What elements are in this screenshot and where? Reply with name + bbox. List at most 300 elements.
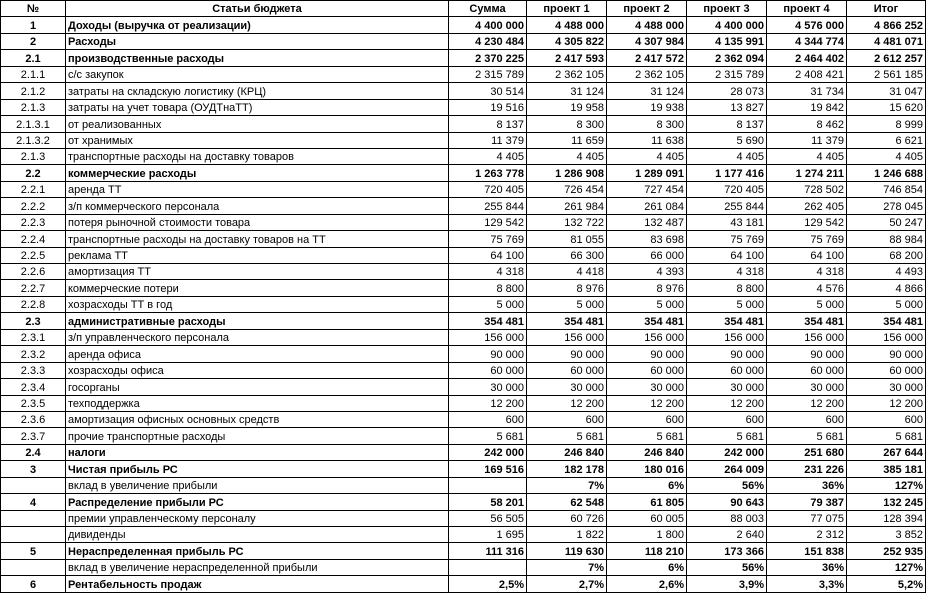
cell-sum: 2 370 225 bbox=[449, 50, 527, 66]
row-label: налоги bbox=[66, 444, 449, 460]
cell-total: 267 644 bbox=[847, 444, 926, 460]
cell-project-3: 5 000 bbox=[687, 296, 767, 312]
row-label: аренда ТТ bbox=[66, 181, 449, 197]
cell-project-1: 4 405 bbox=[527, 148, 607, 164]
cell-project-4: 4 344 774 bbox=[767, 33, 847, 49]
row-code: 2.2.7 bbox=[1, 280, 66, 296]
cell-project-1: 81 055 bbox=[527, 231, 607, 247]
cell-project-1: 60 726 bbox=[527, 510, 607, 526]
row-label: з/п коммерческого персонала bbox=[66, 198, 449, 214]
row-label: реклама ТТ bbox=[66, 247, 449, 263]
row-label: от реализованных bbox=[66, 116, 449, 132]
header-number: № bbox=[1, 1, 66, 17]
row-code: 2.3.6 bbox=[1, 411, 66, 427]
cell-total: 4 493 bbox=[847, 264, 926, 280]
cell-project-4: 77 075 bbox=[767, 510, 847, 526]
cell-sum: 8 800 bbox=[449, 280, 527, 296]
cell-sum: 1 263 778 bbox=[449, 165, 527, 181]
header-project-2: проект 2 bbox=[607, 1, 687, 17]
table-row bbox=[1, 362, 926, 378]
cell-project-3: 4 400 000 bbox=[687, 17, 767, 33]
cell-project-3: 43 181 bbox=[687, 214, 767, 230]
cell-sum: 4 400 000 bbox=[449, 17, 527, 33]
table-row bbox=[1, 83, 926, 99]
cell-project-3: 264 009 bbox=[687, 461, 767, 477]
table-row bbox=[1, 50, 926, 66]
row-code: 2.1.3 bbox=[1, 148, 66, 164]
cell-sum: 156 000 bbox=[449, 329, 527, 345]
cell-project-4: 79 387 bbox=[767, 494, 847, 510]
cell-sum: 129 542 bbox=[449, 214, 527, 230]
cell-sum: 111 316 bbox=[449, 543, 527, 559]
cell-project-3: 4 318 bbox=[687, 264, 767, 280]
cell-project-2: 1 289 091 bbox=[607, 165, 687, 181]
cell-total: 5,2% bbox=[847, 576, 926, 592]
row-code: 2.2.8 bbox=[1, 296, 66, 312]
row-label: коммерческие потери bbox=[66, 280, 449, 296]
table-row bbox=[1, 346, 926, 362]
row-code: 2.2.3 bbox=[1, 214, 66, 230]
cell-project-4: 12 200 bbox=[767, 395, 847, 411]
cell-project-4: 4 576 000 bbox=[767, 17, 847, 33]
budget-body bbox=[1, 17, 926, 592]
cell-total: 385 181 bbox=[847, 461, 926, 477]
cell-project-3: 255 844 bbox=[687, 198, 767, 214]
row-label: вклад в увеличение прибыли bbox=[66, 477, 449, 493]
cell-project-3: 2 640 bbox=[687, 527, 767, 543]
cell-project-1: 5 000 bbox=[527, 296, 607, 312]
cell-total: 88 984 bbox=[847, 231, 926, 247]
cell-project-1: 66 300 bbox=[527, 247, 607, 263]
cell-project-3: 5 690 bbox=[687, 132, 767, 148]
cell-project-4: 5 000 bbox=[767, 296, 847, 312]
cell-total: 8 999 bbox=[847, 116, 926, 132]
row-label: коммерческие расходы bbox=[66, 165, 449, 181]
cell-project-2: 5 000 bbox=[607, 296, 687, 312]
cell-sum: 11 379 bbox=[449, 132, 527, 148]
cell-total: 12 200 bbox=[847, 395, 926, 411]
row-code: 2.2.4 bbox=[1, 231, 66, 247]
cell-project-1: 119 630 bbox=[527, 543, 607, 559]
cell-project-3: 2 362 094 bbox=[687, 50, 767, 66]
cell-total: 4 481 071 bbox=[847, 33, 926, 49]
row-label: Распределение прибыли РС bbox=[66, 494, 449, 510]
cell-project-1: 11 659 bbox=[527, 132, 607, 148]
cell-project-3: 12 200 bbox=[687, 395, 767, 411]
header-project-3: проект 3 bbox=[687, 1, 767, 17]
row-label: Чистая прибыль РС bbox=[66, 461, 449, 477]
cell-sum: 5 681 bbox=[449, 428, 527, 444]
cell-project-3: 173 366 bbox=[687, 543, 767, 559]
cell-project-3: 8 137 bbox=[687, 116, 767, 132]
cell-project-4: 8 462 bbox=[767, 116, 847, 132]
header-project-1: проект 1 bbox=[527, 1, 607, 17]
cell-project-2: 30 000 bbox=[607, 379, 687, 395]
cell-project-3: 354 481 bbox=[687, 313, 767, 329]
cell-project-1: 4 305 822 bbox=[527, 33, 607, 49]
cell-project-2: 8 976 bbox=[607, 280, 687, 296]
row-label: административные расходы bbox=[66, 313, 449, 329]
cell-sum: 30 000 bbox=[449, 379, 527, 395]
cell-project-2: 60 005 bbox=[607, 510, 687, 526]
cell-project-2: 66 000 bbox=[607, 247, 687, 263]
row-label: потеря рыночной стоимости товара bbox=[66, 214, 449, 230]
cell-project-1: 354 481 bbox=[527, 313, 607, 329]
cell-project-2: 246 840 bbox=[607, 444, 687, 460]
table-row bbox=[1, 395, 926, 411]
cell-project-2: 83 698 bbox=[607, 231, 687, 247]
row-label: Нераспределенная прибыль РС bbox=[66, 543, 449, 559]
cell-total: 127% bbox=[847, 477, 926, 493]
cell-project-4: 36% bbox=[767, 477, 847, 493]
cell-project-1: 1 286 908 bbox=[527, 165, 607, 181]
cell-sum: 1 695 bbox=[449, 527, 527, 543]
cell-project-3: 720 405 bbox=[687, 181, 767, 197]
cell-project-1: 19 958 bbox=[527, 99, 607, 115]
table-row bbox=[1, 494, 926, 510]
table-row bbox=[1, 99, 926, 115]
cell-project-2: 727 454 bbox=[607, 181, 687, 197]
row-code: 2.1 bbox=[1, 50, 66, 66]
cell-project-3: 1 177 416 bbox=[687, 165, 767, 181]
row-code: 1 bbox=[1, 17, 66, 33]
cell-total: 600 bbox=[847, 411, 926, 427]
cell-project-3: 90 643 bbox=[687, 494, 767, 510]
cell-total: 90 000 bbox=[847, 346, 926, 362]
cell-project-3: 60 000 bbox=[687, 362, 767, 378]
cell-project-2: 8 300 bbox=[607, 116, 687, 132]
cell-sum: 60 000 bbox=[449, 362, 527, 378]
cell-project-4: 262 405 bbox=[767, 198, 847, 214]
row-code: 4 bbox=[1, 494, 66, 510]
cell-project-1: 2 362 105 bbox=[527, 66, 607, 82]
cell-project-4: 60 000 bbox=[767, 362, 847, 378]
cell-project-1: 182 178 bbox=[527, 461, 607, 477]
row-label: амортизация офисных основных средств bbox=[66, 411, 449, 427]
row-code: 6 bbox=[1, 576, 66, 592]
cell-project-2: 132 487 bbox=[607, 214, 687, 230]
cell-project-2: 118 210 bbox=[607, 543, 687, 559]
cell-project-3: 2 315 789 bbox=[687, 66, 767, 82]
cell-project-3: 5 681 bbox=[687, 428, 767, 444]
cell-project-2: 4 405 bbox=[607, 148, 687, 164]
cell-total: 60 000 bbox=[847, 362, 926, 378]
cell-project-4: 36% bbox=[767, 559, 847, 575]
row-code: 2.1.1 bbox=[1, 66, 66, 82]
cell-sum: 12 200 bbox=[449, 395, 527, 411]
table-row bbox=[1, 264, 926, 280]
table-row bbox=[1, 461, 926, 477]
row-code: 2.3.3 bbox=[1, 362, 66, 378]
cell-project-4: 5 681 bbox=[767, 428, 847, 444]
cell-project-4: 4 405 bbox=[767, 148, 847, 164]
cell-project-1: 261 984 bbox=[527, 198, 607, 214]
row-label: амортизация ТТ bbox=[66, 264, 449, 280]
cell-project-1: 90 000 bbox=[527, 346, 607, 362]
cell-project-1: 246 840 bbox=[527, 444, 607, 460]
cell-total: 5 000 bbox=[847, 296, 926, 312]
cell-project-1: 2,7% bbox=[527, 576, 607, 592]
row-code: 2.1.2 bbox=[1, 83, 66, 99]
row-label: производственные расходы bbox=[66, 50, 449, 66]
cell-project-1: 4 488 000 bbox=[527, 17, 607, 33]
cell-project-4: 19 842 bbox=[767, 99, 847, 115]
cell-sum bbox=[449, 477, 527, 493]
cell-sum: 354 481 bbox=[449, 313, 527, 329]
row-code: 2.2 bbox=[1, 165, 66, 181]
cell-project-4: 31 734 bbox=[767, 83, 847, 99]
row-code: 2.4 bbox=[1, 444, 66, 460]
cell-sum: 64 100 bbox=[449, 247, 527, 263]
table-row bbox=[1, 296, 926, 312]
table-row bbox=[1, 543, 926, 559]
cell-total: 68 200 bbox=[847, 247, 926, 263]
row-code: 2.1.3.1 bbox=[1, 116, 66, 132]
cell-project-3: 8 800 bbox=[687, 280, 767, 296]
row-label: хозрасходы ТТ в год bbox=[66, 296, 449, 312]
cell-total: 2 612 257 bbox=[847, 50, 926, 66]
cell-project-2: 2 362 105 bbox=[607, 66, 687, 82]
row-label: прочие транспортные расходы bbox=[66, 428, 449, 444]
table-row bbox=[1, 214, 926, 230]
row-label: хозрасходы офиса bbox=[66, 362, 449, 378]
row-label: вклад в увеличение нераспределенной прибыли bbox=[66, 559, 449, 575]
cell-total: 2 561 185 bbox=[847, 66, 926, 82]
cell-sum: 2,5% bbox=[449, 576, 527, 592]
row-code: 2.1.3.2 bbox=[1, 132, 66, 148]
cell-project-1: 1 822 bbox=[527, 527, 607, 543]
cell-sum: 5 000 bbox=[449, 296, 527, 312]
cell-sum: 58 201 bbox=[449, 494, 527, 510]
cell-project-1: 156 000 bbox=[527, 329, 607, 345]
cell-project-1: 8 300 bbox=[527, 116, 607, 132]
cell-project-4: 354 481 bbox=[767, 313, 847, 329]
cell-project-3: 30 000 bbox=[687, 379, 767, 395]
row-code: 2.2.5 bbox=[1, 247, 66, 263]
row-label: транспортные расходы на доставку товаров bbox=[66, 148, 449, 164]
cell-project-1: 62 548 bbox=[527, 494, 607, 510]
row-label: затраты на учет товара (ОУДТнаТТ) bbox=[66, 99, 449, 115]
cell-project-1: 7% bbox=[527, 477, 607, 493]
cell-project-4: 1 274 211 bbox=[767, 165, 847, 181]
row-code: 3 bbox=[1, 461, 66, 477]
cell-project-4: 2 312 bbox=[767, 527, 847, 543]
cell-project-1: 726 454 bbox=[527, 181, 607, 197]
cell-project-4: 2 464 402 bbox=[767, 50, 847, 66]
cell-project-3: 75 769 bbox=[687, 231, 767, 247]
cell-total: 5 681 bbox=[847, 428, 926, 444]
cell-total: 31 047 bbox=[847, 83, 926, 99]
row-code: 5 bbox=[1, 543, 66, 559]
row-label: техподдержка bbox=[66, 395, 449, 411]
table-row bbox=[1, 559, 926, 575]
cell-project-4: 4 576 bbox=[767, 280, 847, 296]
cell-project-4: 75 769 bbox=[767, 231, 847, 247]
cell-project-4: 3,3% bbox=[767, 576, 847, 592]
cell-project-2: 12 200 bbox=[607, 395, 687, 411]
cell-project-2: 4 488 000 bbox=[607, 17, 687, 33]
row-code: 2 bbox=[1, 33, 66, 49]
cell-project-2: 354 481 bbox=[607, 313, 687, 329]
cell-project-3: 4 405 bbox=[687, 148, 767, 164]
cell-total: 6 621 bbox=[847, 132, 926, 148]
cell-sum: 4 405 bbox=[449, 148, 527, 164]
cell-project-1: 7% bbox=[527, 559, 607, 575]
row-code: 2.3.2 bbox=[1, 346, 66, 362]
table-row bbox=[1, 329, 926, 345]
table-row bbox=[1, 428, 926, 444]
cell-project-3: 88 003 bbox=[687, 510, 767, 526]
header-sum: Сумма bbox=[449, 1, 527, 17]
cell-project-2: 60 000 bbox=[607, 362, 687, 378]
cell-sum bbox=[449, 559, 527, 575]
row-label: Доходы (выручка от реализации) bbox=[66, 17, 449, 33]
cell-sum: 4 318 bbox=[449, 264, 527, 280]
cell-total: 3 852 bbox=[847, 527, 926, 543]
cell-project-3: 64 100 bbox=[687, 247, 767, 263]
cell-total: 354 481 bbox=[847, 313, 926, 329]
table-row bbox=[1, 576, 926, 592]
header-project-4: проект 4 bbox=[767, 1, 847, 17]
table-row bbox=[1, 231, 926, 247]
cell-project-4: 90 000 bbox=[767, 346, 847, 362]
table-row bbox=[1, 116, 926, 132]
table-row bbox=[1, 280, 926, 296]
row-label: з/п управленческого персонала bbox=[66, 329, 449, 345]
cell-total: 50 247 bbox=[847, 214, 926, 230]
row-label: Расходы bbox=[66, 33, 449, 49]
row-code bbox=[1, 477, 66, 493]
row-code: 2.2.2 bbox=[1, 198, 66, 214]
table-row bbox=[1, 510, 926, 526]
cell-project-2: 5 681 bbox=[607, 428, 687, 444]
cell-project-4: 129 542 bbox=[767, 214, 847, 230]
cell-project-1: 12 200 bbox=[527, 395, 607, 411]
cell-project-4: 64 100 bbox=[767, 247, 847, 263]
table-row bbox=[1, 66, 926, 82]
row-label: премии управленческому персоналу bbox=[66, 510, 449, 526]
table-row bbox=[1, 313, 926, 329]
header-total: Итог bbox=[847, 1, 926, 17]
row-label: транспортные расходы на доставку товаров на ТТ bbox=[66, 231, 449, 247]
cell-project-4: 231 226 bbox=[767, 461, 847, 477]
row-label: затраты на складскую логистику (КРЦ) bbox=[66, 83, 449, 99]
table-row bbox=[1, 165, 926, 181]
cell-project-1: 132 722 bbox=[527, 214, 607, 230]
cell-project-2: 11 638 bbox=[607, 132, 687, 148]
cell-total: 1 246 688 bbox=[847, 165, 926, 181]
table-row bbox=[1, 17, 926, 33]
cell-project-2: 90 000 bbox=[607, 346, 687, 362]
cell-project-2: 180 016 bbox=[607, 461, 687, 477]
table-row bbox=[1, 33, 926, 49]
cell-total: 132 245 bbox=[847, 494, 926, 510]
row-code: 2.1.3 bbox=[1, 99, 66, 115]
cell-project-4: 11 379 bbox=[767, 132, 847, 148]
cell-project-3: 56% bbox=[687, 477, 767, 493]
cell-sum: 169 516 bbox=[449, 461, 527, 477]
cell-sum: 19 516 bbox=[449, 99, 527, 115]
cell-project-3: 242 000 bbox=[687, 444, 767, 460]
cell-project-2: 31 124 bbox=[607, 83, 687, 99]
table-row bbox=[1, 444, 926, 460]
row-label: госорганы bbox=[66, 379, 449, 395]
cell-project-4: 4 318 bbox=[767, 264, 847, 280]
cell-total: 156 000 bbox=[847, 329, 926, 345]
cell-project-2: 2,6% bbox=[607, 576, 687, 592]
cell-project-1: 2 417 593 bbox=[527, 50, 607, 66]
row-code: 2.2.1 bbox=[1, 181, 66, 197]
table-row bbox=[1, 247, 926, 263]
cell-total: 4 866 252 bbox=[847, 17, 926, 33]
cell-project-2: 1 800 bbox=[607, 527, 687, 543]
cell-project-2: 4 307 984 bbox=[607, 33, 687, 49]
cell-sum: 2 315 789 bbox=[449, 66, 527, 82]
table-row bbox=[1, 477, 926, 493]
table-row bbox=[1, 148, 926, 164]
cell-project-2: 156 000 bbox=[607, 329, 687, 345]
cell-project-3: 600 bbox=[687, 411, 767, 427]
table-row bbox=[1, 411, 926, 427]
cell-sum: 75 769 bbox=[449, 231, 527, 247]
header-budget-item: Статьи бюджета bbox=[66, 1, 449, 17]
cell-project-3: 28 073 bbox=[687, 83, 767, 99]
cell-project-2: 61 805 bbox=[607, 494, 687, 510]
cell-project-3: 156 000 bbox=[687, 329, 767, 345]
cell-total: 278 045 bbox=[847, 198, 926, 214]
row-code: 2.3.7 bbox=[1, 428, 66, 444]
table-row bbox=[1, 132, 926, 148]
row-code bbox=[1, 527, 66, 543]
cell-project-4: 151 838 bbox=[767, 543, 847, 559]
row-label: от хранимых bbox=[66, 132, 449, 148]
cell-project-4: 30 000 bbox=[767, 379, 847, 395]
cell-sum: 242 000 bbox=[449, 444, 527, 460]
cell-total: 4 866 bbox=[847, 280, 926, 296]
cell-project-3: 90 000 bbox=[687, 346, 767, 362]
cell-total: 252 935 bbox=[847, 543, 926, 559]
table-row bbox=[1, 527, 926, 543]
cell-project-2: 6% bbox=[607, 559, 687, 575]
cell-project-1: 30 000 bbox=[527, 379, 607, 395]
row-label: Рентабельность продаж bbox=[66, 576, 449, 592]
row-code: 2.3 bbox=[1, 313, 66, 329]
cell-sum: 600 bbox=[449, 411, 527, 427]
cell-project-1: 31 124 bbox=[527, 83, 607, 99]
cell-total: 127% bbox=[847, 559, 926, 575]
row-label: с/с закупок bbox=[66, 66, 449, 82]
cell-project-2: 6% bbox=[607, 477, 687, 493]
cell-sum: 56 505 bbox=[449, 510, 527, 526]
cell-project-1: 5 681 bbox=[527, 428, 607, 444]
cell-project-4: 2 408 421 bbox=[767, 66, 847, 82]
cell-sum: 720 405 bbox=[449, 181, 527, 197]
row-code: 2.3.4 bbox=[1, 379, 66, 395]
cell-sum: 30 514 bbox=[449, 83, 527, 99]
row-code: 2.3.5 bbox=[1, 395, 66, 411]
cell-sum: 4 230 484 bbox=[449, 33, 527, 49]
row-code: 2.3.1 bbox=[1, 329, 66, 345]
table-row bbox=[1, 198, 926, 214]
table-row bbox=[1, 379, 926, 395]
cell-sum: 255 844 bbox=[449, 198, 527, 214]
cell-project-4: 156 000 bbox=[767, 329, 847, 345]
cell-total: 746 854 bbox=[847, 181, 926, 197]
cell-project-2: 19 938 bbox=[607, 99, 687, 115]
row-code: 2.2.6 bbox=[1, 264, 66, 280]
cell-project-3: 56% bbox=[687, 559, 767, 575]
cell-sum: 8 137 bbox=[449, 116, 527, 132]
